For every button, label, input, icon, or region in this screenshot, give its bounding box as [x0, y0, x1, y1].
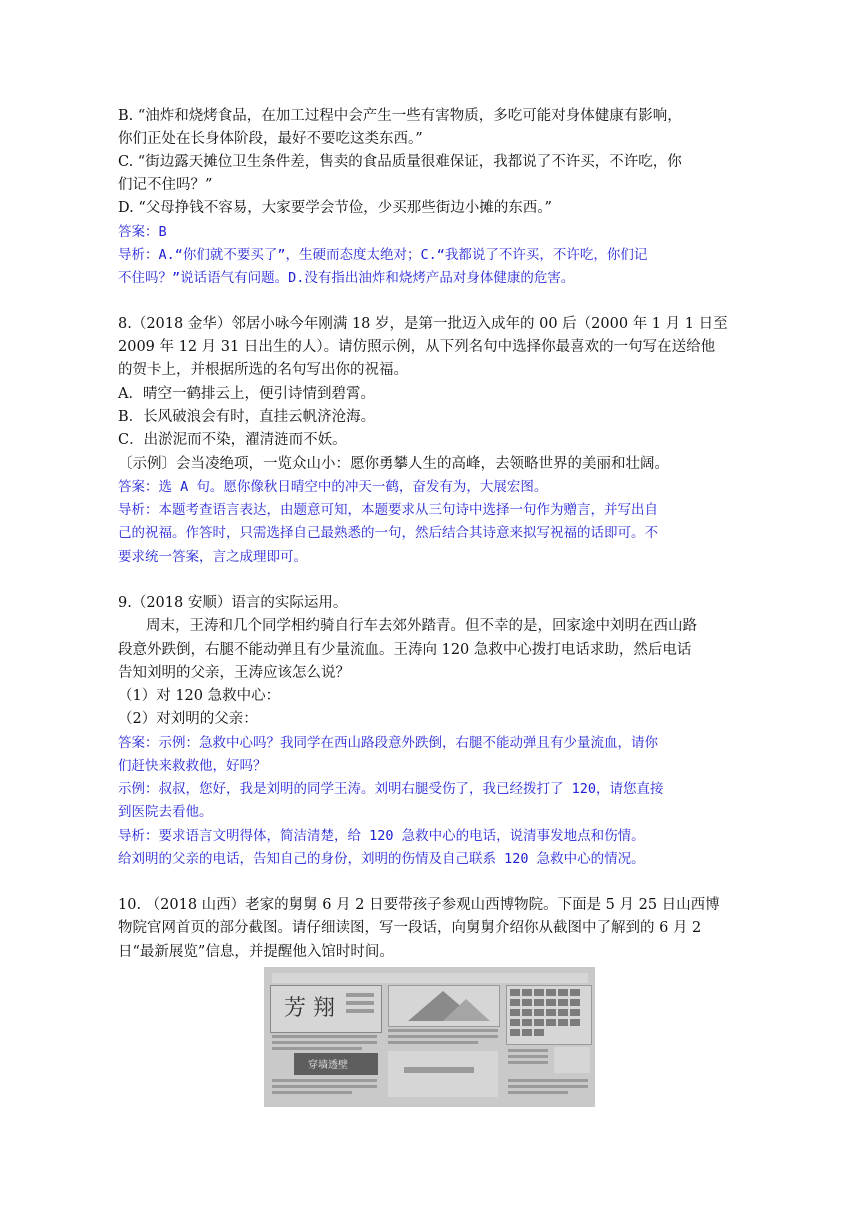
answer-line: 导析：本题考查语言表达，由题意可知，本题要求从三句诗中选择一句作为赠言，并写出自: [118, 502, 658, 518]
text-line: 10. （2018 山西）老家的舅舅 6 月 2 日要带孩子参观山西博物院。下面是 5 月 25 日山西博: [118, 897, 720, 913]
exhibition-image: [388, 985, 498, 1025]
answer-line: 己的祝福。作答时，只需选择自己最熟悉的一句，然后结合其诗意来拟写祝福的话即可。不: [118, 525, 658, 541]
answer-line: 答案：选 A 句。愿你像秋日晴空中的冲天一鹤，奋发有为，大展宏图。: [118, 479, 548, 495]
text-line: B. “油炸和烧烤食品，在加工过程中会产生一些有害物质，多吃可能对身体健康有影响，: [118, 108, 682, 124]
answer-line: 要求统一答案，言之成理即可。: [118, 549, 307, 565]
text-line: 告知刘明的父亲，王涛应该怎么说？: [118, 665, 350, 681]
text-line: A．晴空一鹤排云上，便引诗情到碧霄。: [118, 386, 375, 402]
answer-line: 答案：B: [118, 224, 167, 240]
text-line: C. “街边露天摊位卫生条件差，售卖的食品质量很难保证，我都说了不许买，不许吃，你: [118, 154, 682, 170]
screenshot-caption-large: 芳 翔: [284, 996, 335, 1021]
answer-line: 到医院去看他。: [118, 804, 213, 820]
museum-website-screenshot: [264, 967, 595, 1107]
text-line: （2）对刘明的父亲：: [118, 711, 258, 727]
text-line: 8.（2018 金华）邻居小咏今年刚满 18 岁，是第一批迈入成年的 00 后（2000 年 1 月 1 日至: [118, 316, 728, 332]
answer-line: 导析：A.“你们就不要买了”，生硬而态度太绝对；C.“我都说了不许买，不许吃，你们记: [118, 247, 648, 263]
calendar-grid: [506, 985, 590, 1043]
text-line: B．长风破浪会有时，直挂云帆济沧海。: [118, 409, 376, 425]
text-line: 2009 年 12 月 31 日出生的人）。请仿照示例，从下列名句中选择你最喜欢的一句写在送给他: [118, 339, 716, 355]
text-line: 的贺卡上，并根据所选的名句写出你的祝福。: [118, 362, 408, 378]
screenshot-caption-small: 穿墙透壁: [308, 1060, 348, 1071]
answer-line: 给刘明的父亲的电话，告知自己的身份，刘明的伤情及自己联系 120 急救中心的情况。: [118, 851, 645, 867]
answer-line: 们赶快来救救他，好吗？: [118, 758, 267, 774]
text-line: 你们正处在长身体阶段，最好不要吃这类东西。”: [118, 131, 423, 147]
text-line: D. “父母挣钱不容易，大家要学会节俭，少买那些街边小摊的东西。”: [118, 200, 552, 216]
answer-line: 导析：要求语言文明得体，简洁清楚，给 120 急救中心的电话，说清事发地点和伤情。: [118, 828, 645, 844]
text-line: 周末，王涛和几个同学相约骑自行车去郊外踏青。但不幸的是，回家途中刘明在西山路: [146, 618, 697, 634]
text-line: 〔示例〕会当凌绝项，一览众山小：愿你勇攀人生的高峰，去领略世界的美丽和壮阔。: [118, 456, 669, 472]
text-line: 物院官网首页的部分截图。请仔细读图，写一段话，向舅舅介绍你从截图中了解到的 6 月 2: [118, 920, 702, 936]
answer-line: 示例：叔叔，您好，我是刘明的同学王涛。刘明右腿受伤了，我已经拨打了 120，请您直接: [118, 781, 664, 797]
text-line: （1）对 120 急救中心：: [118, 688, 281, 704]
text-line: C．出淤泥而不染，濯清涟而不妖。: [118, 432, 347, 448]
answer-line: 答案：示例：急救中心吗？我同学在西山路段意外跌倒，右腿不能动弹且有少量流血，请你: [118, 735, 658, 751]
answer-line: 不住吗？”说话语气有问题。D.没有指出油炸和烧烤产品对身体健康的危害。: [118, 270, 575, 286]
text-line: 日“最新展览”信息，并提醒他入馆时时间。: [118, 944, 394, 960]
text-line: 9.（2018 安顺）语言的实际运用。: [118, 595, 348, 611]
text-line: 们记不住吗？”: [118, 177, 213, 193]
text-line: 段意外跌倒，右腿不能动弹且有少量流血。王涛向 120 急救中心拨打电话求助，然后电话: [118, 642, 692, 658]
